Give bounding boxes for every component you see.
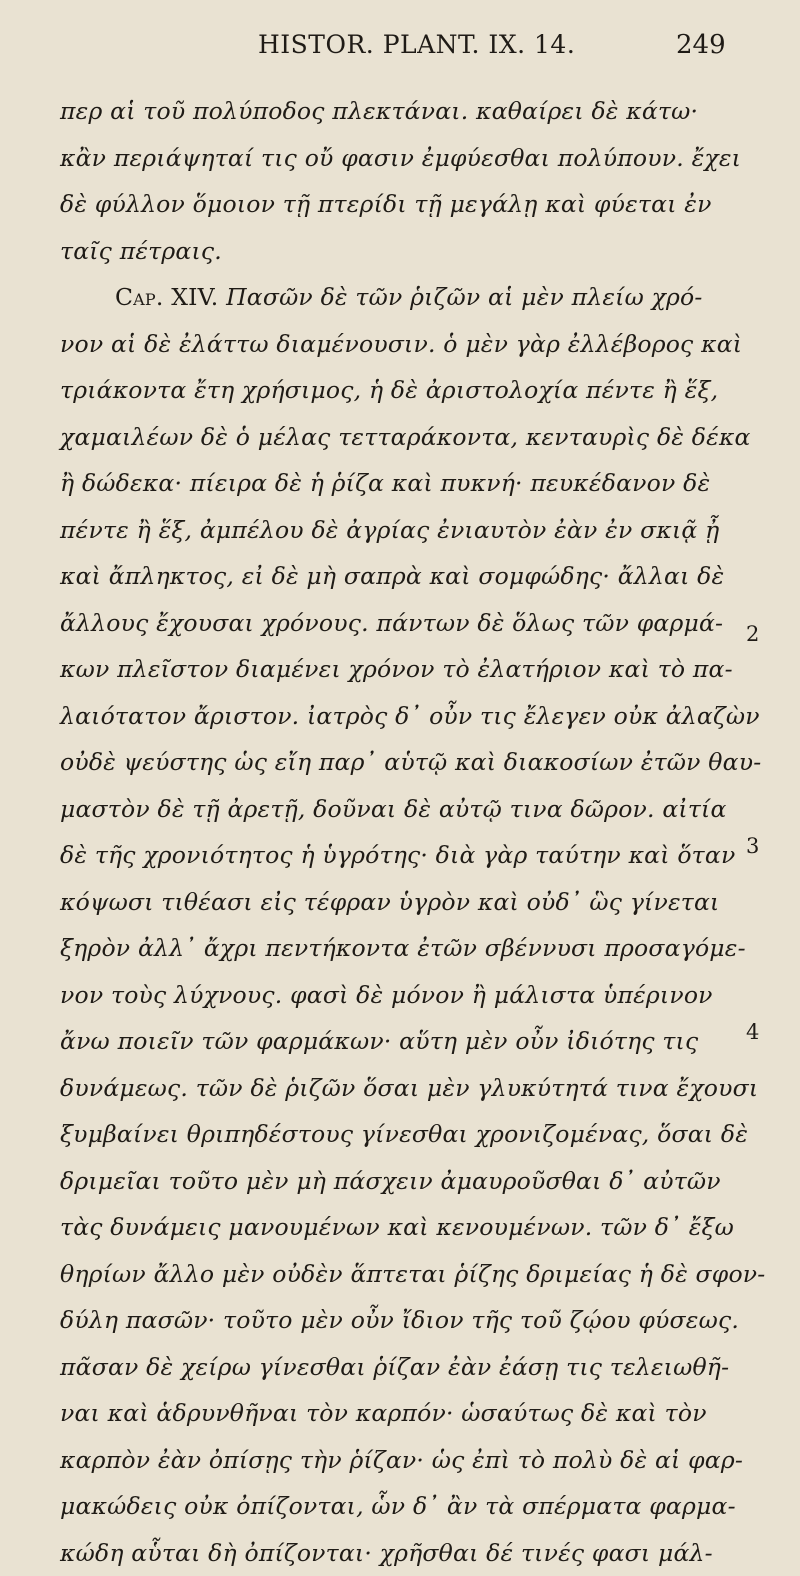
text-line: κώδη αὗται δὴ ὀπίζονται· χρῆσθαι δέ τινές φασι μάλ- — [60, 1530, 740, 1576]
text-line: δύλη πασῶν· τοῦτο μὲν οὖν ἴδιον τῆς τοῦ ζῴου φύσεως. — [60, 1297, 740, 1344]
text-line: δὲ φύλλον ὅμοιον τῇ πτερίδι τῇ μεγάλῃ καὶ φύεται ἐν — [60, 181, 740, 228]
page-header — [0, 30, 800, 70]
section-number: 4 — [746, 1020, 759, 1044]
text-line: πᾶσαν δὲ χείρω γίνεσθαι ῥίζαν ἐὰν ἐάσῃ τις τελειωθῆ- — [60, 1344, 740, 1391]
section-number: 2 — [746, 622, 759, 646]
text-line: νον αἱ δὲ ἐλάττω διαμένουσιν. ὁ μὲν γὰρ ἐλλέβορος καὶ — [60, 321, 740, 368]
text-line: μαστὸν δὲ τῇ ἀρετῇ, δοῦναι δὲ αὐτῷ τινα δῶρον. αἰτία — [60, 786, 740, 833]
text-line: κων πλεῖστον διαμένει χρόνον τὸ ἐλατήριον καὶ τὸ πα- — [60, 646, 740, 693]
text-line: κόψωσι τιθέασι εἰς τέφραν ὑγρὸν καὶ οὐδ᾽ ὣς γίνεται — [60, 879, 740, 926]
page-number: 249 — [676, 30, 726, 60]
text-line: καὶ ἄπληκτος, εἰ δὲ μὴ σαπρὰ καὶ σομφώδης· ἄλλαι δὲ — [60, 553, 740, 600]
running-title: HISTOR. PLANT. IX. 14. — [258, 30, 575, 59]
text-line: Πασῶν δὲ τῶν ῥιζῶν αἱ μὲν πλείω χρό- — [226, 283, 703, 311]
text-line: περ αἱ τοῦ πολύποδος πλεκτάναι. καθαίρει δὲ κάτω· — [60, 88, 740, 135]
text-line: δριμεῖαι τοῦτο μὲν μὴ πάσχειν ἀμαυροῦσθαι δ᾽ αὐτῶν — [60, 1158, 740, 1205]
section-number: 3 — [746, 834, 759, 858]
text-line: θηρίων ἄλλο μὲν οὐδὲν ἅπτεται ῥίζης δριμείας ἡ δὲ σφον- — [60, 1251, 740, 1298]
text-line: ἄλλους ἔχουσαι χρόνους. πάντων δὲ ὅλως τῶν φαρμά- — [60, 600, 740, 647]
text-line: μακώδεις οὐκ ὀπίζονται, ὧν δ᾽ ἂν τὰ σπέρματα φαρμα- — [60, 1483, 740, 1530]
text-line: νον τοὺς λύχνους. φασὶ δὲ μόνον ἢ μάλιστα ὑπέρινον — [60, 972, 740, 1019]
text-line: ταῖς πέτραις. — [60, 228, 740, 275]
chapter-start-line — [60, 274, 740, 321]
text-line: τὰς δυνάμεις μανουμένων καὶ κενουμένων. τῶν δ᾽ ἔξω — [60, 1204, 740, 1251]
text-line: τριάκοντα ἔτη χρήσιμος, ἡ δὲ ἀριστολοχία πέντε ἢ ἕξ, — [60, 367, 740, 414]
text-line: λαιότατον ἄριστον. ἰατρὸς δ᾽ οὖν τις ἔλεγεν οὐκ ἀλαζὼν — [60, 693, 740, 740]
text-line: ναι καὶ ἁδρυνθῆναι τὸν καρπόν· ὡσαύτως δὲ καὶ τὸν — [60, 1390, 740, 1437]
text-line: κἂν περιάψηταί τις οὔ φασιν ἐμφύεσθαι πολύπουν. ἔχει — [60, 135, 740, 182]
text-line: δυνάμεως. τῶν δὲ ῥιζῶν ὅσαι μὲν γλυκύτητά τινα ἔχουσι — [60, 1065, 740, 1112]
text-line: ξηρὸν ἀλλ᾽ ἄχρι πεντήκοντα ἐτῶν σβέννυσι προσαγόμε- — [60, 925, 740, 972]
text-line: οὐδὲ ψεύστης ὡς εἴη παρ᾽ αὑτῷ καὶ διακοσίων ἐτῶν θαυ- — [60, 739, 740, 786]
chapter-label: Cap. XIV. — [115, 283, 218, 311]
text-line: ξυμβαίνει θριπηδέστους γίνεσθαι χρονιζομένας, ὅσαι δὲ — [60, 1111, 740, 1158]
text-line: χαμαιλέων δὲ ὁ μέλας τετταράκοντα, κενταυρὶς δὲ δέκα — [60, 414, 740, 461]
text-line: ἢ δώδεκα· πίειρα δὲ ἡ ῥίζα καὶ πυκνή· πευκέδανον δὲ — [60, 460, 740, 507]
body-text — [60, 88, 740, 1576]
text-line: καρπὸν ἐὰν ὀπίσῃς τὴν ῥίζαν· ὡς ἐπὶ τὸ πολὺ δὲ αἱ φαρ- — [60, 1437, 740, 1484]
text-line: ἄνω ποιεῖν τῶν φαρμάκων· αὕτη μὲν οὖν ἰδιότης τις — [60, 1018, 740, 1065]
text-line: δὲ τῆς χρονιότητος ἡ ὑγρότης· διὰ γὰρ ταύτην καὶ ὅταν — [60, 832, 740, 879]
text-line: πέντε ἢ ἕξ, ἀμπέλου δὲ ἀγρίας ἐνιαυτὸν ἐὰν ἐν σκιᾷ ᾖ — [60, 507, 740, 554]
